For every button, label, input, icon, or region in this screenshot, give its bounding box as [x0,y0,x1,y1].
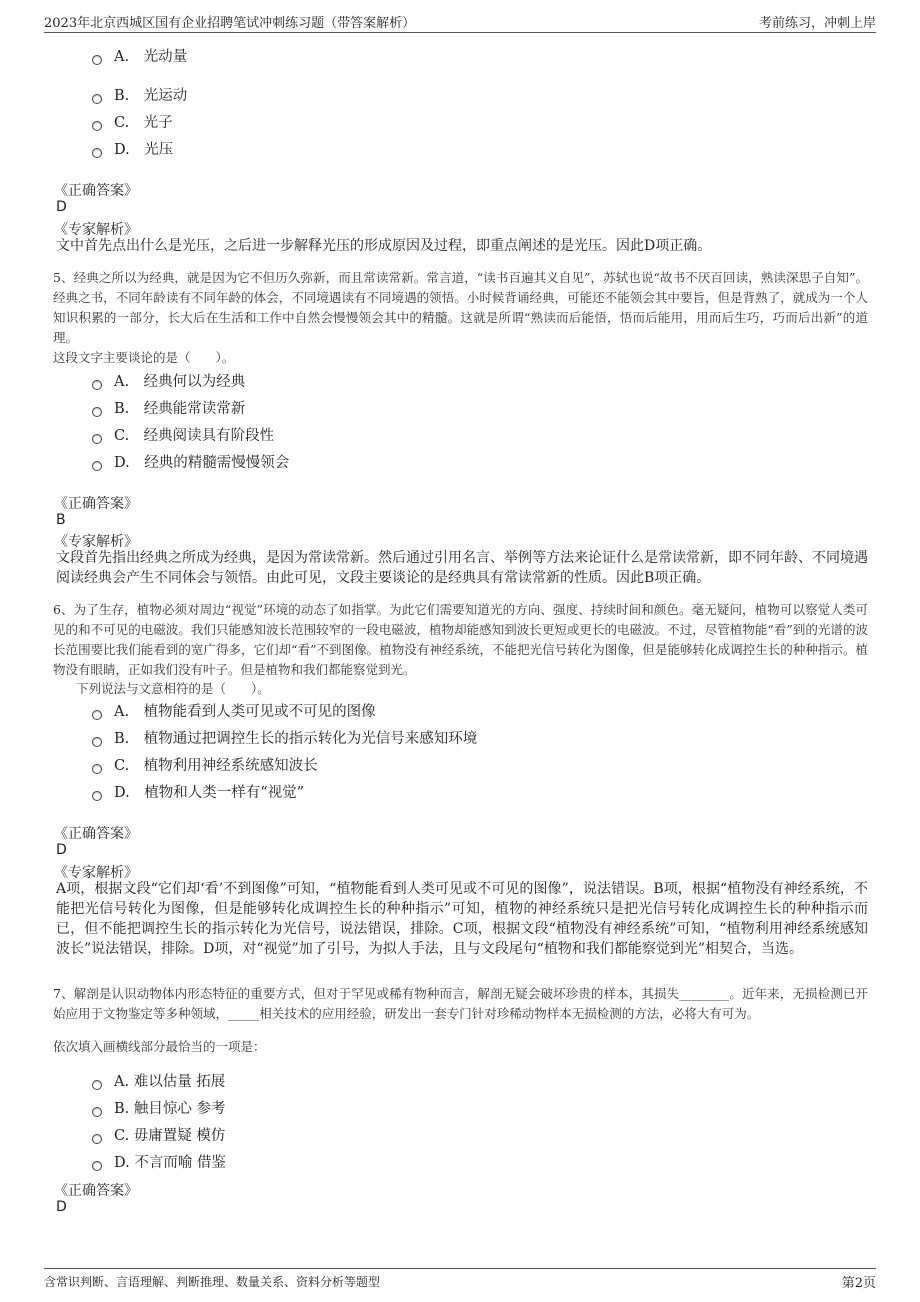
q5-option-a[interactable]: A. 经典何以为经典 [92,370,245,391]
q5-option-b[interactable]: B. 经典能常读常新 [92,397,245,418]
q6-answer-label: 《正确答案》 [54,826,138,842]
q4-answer-label: 《正确答案》 [54,183,138,199]
radio-icon[interactable] [92,764,102,774]
document-title: 2023年北京西城区国有企业招聘笔试冲刺练习题（带答案解析） [44,16,416,31]
q4-option-a[interactable]: A. 光动量 [92,45,187,66]
page-header [44,10,876,33]
q5-answer: B [56,512,66,528]
radio-icon[interactable] [92,380,102,390]
q4-option-c[interactable]: C. 光子 [92,111,173,132]
q5-analysis-label: 《专家解析》 [54,534,138,550]
radio-icon[interactable] [92,710,102,720]
q7-option-c[interactable]: C. 毋庸置疑 模仿 [92,1124,225,1145]
q6-option-a[interactable]: A. 植物能看到人类可见或不可见的图像 [92,700,376,721]
q6-prompt: 下列说法与文意相符的是（ ）。 [76,681,270,696]
q7-prompt: 依次填入画横线部分最恰当的一项是： [53,1039,266,1054]
radio-icon[interactable] [92,1134,102,1144]
q6-option-d[interactable]: D. 植物和人类一样有“视觉” [92,781,304,802]
q5-question-text: 5、经典之所以为经典，就是因为它不但历久弥新，而且常读常新。常言道，“读书百遍其义自见”，苏轼也说“故书不厌百回读，熟读深思子自知”。经典之书，不同年龄读有不同年龄的体会，不同境遇读有不同境遇的领悟。小时候背诵经典，可能还不能领会其中要旨，但是背熟了，就成为一个人知识积累的一部分，长大后在生活和工作中自然会慢慢领会其中的精髓。这就是所谓“熟读而后能悟，悟而后能用，用而后生巧，巧而后出新”的道理。 [53,270,868,345]
radio-icon[interactable] [92,1080,102,1090]
radio-icon[interactable] [92,1107,102,1117]
radio-icon[interactable] [92,791,102,801]
q5-option-d[interactable]: D. 经典的精髓需慢慢领会 [92,451,289,472]
q5-answer-label: 《正确答案》 [54,496,138,512]
q7-option-b[interactable]: B. 触目惊心 参考 [92,1097,225,1118]
radio-icon[interactable] [92,94,102,104]
q6-answer: D [56,842,67,858]
q7-answer-label: 《正确答案》 [54,1183,138,1199]
q5-prompt: 这段文字主要谈论的是（ ）。 [53,350,235,365]
page-number: 第2页 [841,1276,876,1291]
footer-categories: 含常识判断、言语理解、判断推理、数量关系、资料分析等题型 [44,1275,381,1289]
radio-icon[interactable] [92,55,102,65]
q4-option-b[interactable]: B. 光运动 [92,84,187,105]
radio-icon[interactable] [92,737,102,747]
q7-option-d[interactable]: D. 不言而喻 借鉴 [92,1151,226,1172]
q7-answer: D [56,1199,67,1215]
radio-icon[interactable] [92,434,102,444]
page-footer [44,1268,876,1293]
q5-analysis: 文段首先指出经典之所成为经典，是因为常读常新。然后通过引用名言、举例等方法来论证什么是常读常新，即不同年龄、不同境遇阅读经典会产生不同体会与领悟。由此可见，文段主要谈论的是经典具有常读常新的性质。因此B项正确。 [56,550,868,586]
q4-answer: D [56,199,67,215]
radio-icon[interactable] [92,407,102,417]
radio-icon[interactable] [92,1161,102,1171]
q6-option-c[interactable]: C. 植物利用神经系统感知波长 [92,754,318,775]
q7-question-text: 7、解剖是认识动物体内形态特征的重要方式，但对于罕见或稀有物种而言，解剖无疑会破坏珍贵的样本，其损失________。近年来，无损检测已开始应用于文物鉴定等多种领域，_____相关技术的应用经验，研发出一套专门针对珍稀动物样本无损检测的方法，必将大有可为。 [53,986,868,1021]
q4-analysis-label: 《专家解析》 [54,222,138,238]
radio-icon[interactable] [92,121,102,131]
q6-question-text: 6、为了生存，植物必须对周边“视觉”环境的动态了如指掌。为此它们需要知道光的方向、强度、持续时间和颜色。毫无疑问，植物可以察觉人类可见的和不可见的电磁波。我们只能感知波长范围较窄的一段电磁波，植物却能感知到波长更短或更长的电磁波。不过，尽管植物能“看”到的光谱的波长范围要比我们能看到的宽广得多，它们却“看”不到图像。植物没有神经系统，不能把光信号转化为图像，但是能够转化成调控生长的种种指示。植物没有眼睛，正如我们没有叶子。但是植物和我们都能察觉到光。 [53,602,868,677]
radio-icon[interactable] [92,461,102,471]
header-slogan: 考前练习，冲刺上岸 [758,16,876,31]
q5-option-c[interactable]: C. 经典阅读具有阶段性 [92,424,274,445]
q4-analysis: 文中首先点出什么是光压，之后进一步解释光压的形成原因及过程，即重点阐述的是光压。因此D项正确。 [56,238,712,254]
radio-icon[interactable] [92,148,102,158]
q4-option-d[interactable]: D. 光压 [92,138,173,159]
q6-analysis-label: 《专家解析》 [54,865,138,881]
q6-analysis: A项，根据文段“它们却‘看’不到图像”可知，“植物能看到人类可见或不可见的图像”，说法错误。B项，根据“植物没有神经系统，不能把光信号转化为图像，但是能够转化成调控生长的种种指示”可知，植物的神经系统只是把光信号转化成调控生长的种种指示而已，但不能把调控生长的指示转化为光信号，说法错误，排除。C项，根据文段“植物没有神经系统”可知，“植物利用神经系统感知波长”说法错误，排除。D项，对“视觉”加了引号，为拟人手法，且与文段尾句“植物和我们都能察觉到光”相契合，当选。 [56,881,868,957]
q6-option-b[interactable]: B. 植物通过把调控生长的指示转化为光信号来感知环境 [92,727,477,748]
q7-option-a[interactable]: A. 难以估量 拓展 [92,1070,225,1091]
